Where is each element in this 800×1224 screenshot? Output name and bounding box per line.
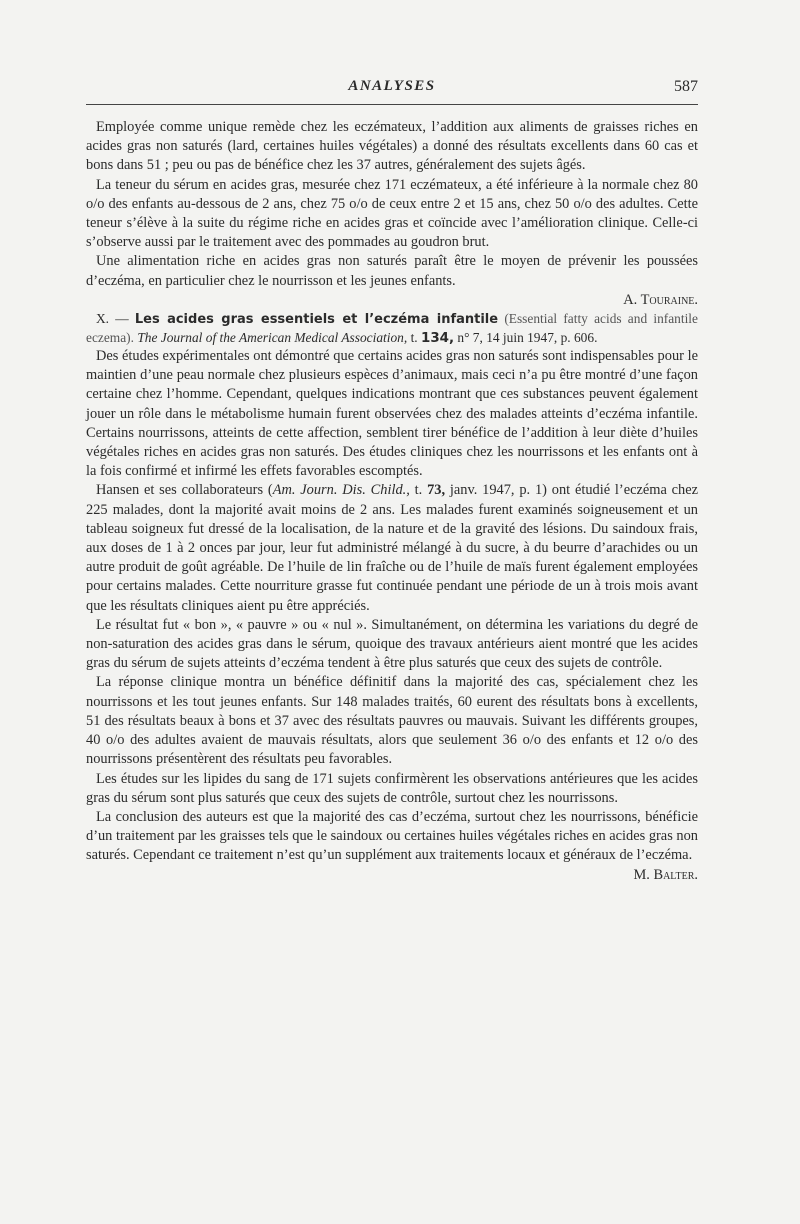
p5-text-c: janv. 1947, p. 1) ont étudié l’eczéma chez 225 malades, dont la majorité avait moins de 2 ans. Les malades furent examinés soigneusement et un tableau soigneux fut dressé de la localisation, de la nature et de la gravité des lésions. Du saindoux frais, aux doses de 1 à 2 onces par jour, leur fut administré mélangé à du sucre, à du beurre d’arachides ou un autre produit de goût agréable. De l’huile de lin fraîche ou de l’huile de maïs furent également employées pour certains malades. Cette nourriture grasse fut continuée pendant une période de un à trois mois avant que les résultats cliniques aient pu être appréciés. bbox=[86, 482, 699, 614]
paragraph-3: Une alimentation riche en acides gras non saturés paraît être le moyen de prévenir les poussées d’eczéma, en particulier chez le nourrisson et les jeunes enfants. bbox=[86, 253, 698, 289]
reference-title: Les acides gras essentiels et l’eczéma infantile bbox=[134, 312, 499, 328]
reference-journal: The Journal of the American Medical Association, bbox=[137, 329, 408, 345]
header-rule bbox=[86, 104, 698, 105]
reference-details: n° 7, 14 juin 1947, p. 606. bbox=[457, 329, 598, 345]
paragraph-7: La réponse clinique montra un bénéfice définitif dans la majorité des cas, spécialement chez les nourrissons et les tout jeunes enfants. Sur 148 malades traités, 60 eurent des résultats bons à excellents, 51 des résultats beaux à bons et 37 avec des résultats pauvres ou mauvais. Suivant les différents groupes, 40 o/o des adultes avaient de mauvais résultats, alors que seulement 36 o/o des enfants et 12 o/o des nourrissons présentèrent des résultats peu favorables. bbox=[86, 674, 698, 768]
p5-journal: Am. Journ. Dis. Child., bbox=[272, 482, 410, 499]
signature-touraine bbox=[86, 291, 698, 310]
signature-balter bbox=[86, 866, 698, 885]
paragraph-2: La teneur du sérum en acides gras, mesurée chez 171 eczémateux, a été inférieure à la normale chez 80 o/o des enfants au-dessous de 2 ans, chez 75 o/o de ceux entre 2 et 15 ans, chez 50 o/o des adultes. Cette teneur s’élève à la suite du régime riche en acides gras et coïncide avec l’amélioration clinique. Celle-ci s’observe aussi par le traitement avec des pommades au goudron brut. bbox=[86, 176, 698, 251]
running-title: ANALYSES bbox=[348, 78, 436, 94]
reference-entry bbox=[86, 310, 698, 347]
p5-text-b: t. bbox=[409, 482, 428, 499]
paragraph-5 bbox=[86, 481, 698, 615]
signature-text: M. Balter. bbox=[633, 866, 698, 883]
signature-text: A. Touraine. bbox=[623, 291, 698, 308]
reference-volume: 134, bbox=[421, 330, 455, 346]
reference-vol-prefix: t. bbox=[410, 329, 418, 345]
paragraph-8: Les études sur les lipides du sang de 171 sujets confirmèrent les observations antérieures que les acides gras du sérum sont plus saturés que ceux des sujets de contrôle, surtout chez les nourrissons. bbox=[86, 770, 698, 806]
page-number: 587 bbox=[674, 78, 698, 95]
page-header bbox=[86, 78, 698, 104]
p5-text-a: Hansen et ses collaborateurs ( bbox=[96, 482, 273, 499]
reference-english-title: (Essential fatty acids and infantile eczema). bbox=[86, 311, 698, 345]
reference-number: X. — bbox=[96, 311, 129, 327]
p5-volume: 73, bbox=[427, 482, 446, 499]
paragraph-4: Des études expérimentales ont démontré que certains acides gras non saturés sont indispensables pour le maintien d’une peau normale chez plusieurs espèces d’animaux, mais ceci n’a pu être montré d’une façon certaine chez l’homme. Cependant, quelques indications montrant que ces substances peuvent également jouer un rôle dans le métabolisme humain furent observées chez des malades atteints d’eczéma infantile. Certains nourrissons, atteints de cette affection, semblent tirer bénéfice de l’addition à leur diète d’huiles végétales riches en acides gras non saturés. Des études cliniques chez les nourrissons et les enfants ont à la fois confirmé et infirmé les effets favorables escomptés. bbox=[86, 348, 698, 480]
paragraph-9: La conclusion des auteurs est que la majorité des cas d’eczéma, surtout chez les nourrissons, bénéficie d’un traitement par les graisses tels que le saindoux ou certaines huiles végétales riches en acides gras non saturés. Cependant ce traitement n’est qu’un supplément aux traitements locaux et généraux de l’eczéma. bbox=[86, 808, 698, 864]
paragraph-1: Employée comme unique remède chez les eczémateux, l’addition aux aliments de graisses riches en acides gras non saturés (lard, certaines huiles végétales) a donné des résultats excellents dans 60 cas et bons dans 51 ; peu ou pas de bénéfice chez les 37 autres, généralement des sujets âgés. bbox=[86, 119, 698, 174]
article-body bbox=[86, 118, 698, 885]
paragraph-6: Le résultat fut « bon », « pauvre » ou « nul ». Simultanément, on détermina les variations du degré de non-saturation des acides gras dans le sérum, quoique des travaux antérieurs aient montré que les acides gras du sérum de sujets atteints d’eczéma tendent à être plus saturés que ceux des sujets de contrôle. bbox=[86, 616, 698, 672]
